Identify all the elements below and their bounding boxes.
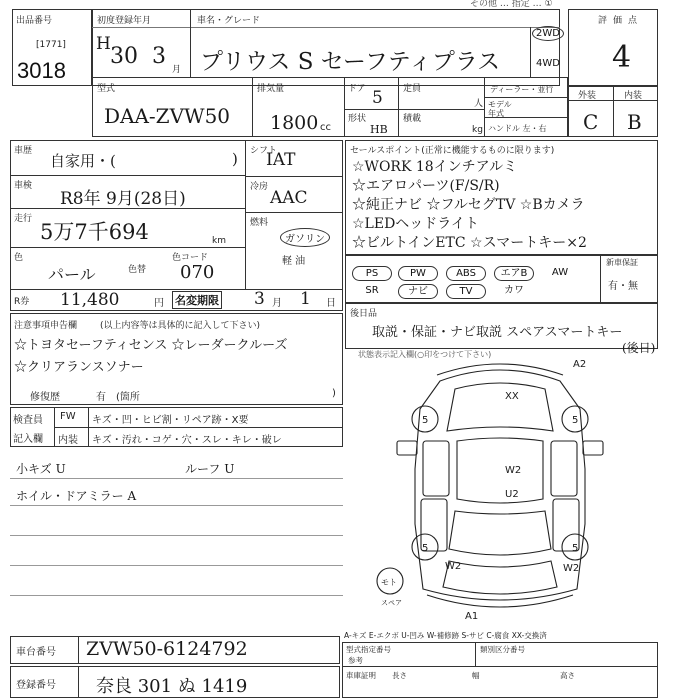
rear-bumper xyxy=(427,595,573,607)
in-label: 内装 xyxy=(58,435,78,446)
car-hood xyxy=(447,383,553,431)
first-reg-label: 初度登録年月 xyxy=(97,16,152,26)
dealer-label: ディーラー・並行 xyxy=(490,85,554,94)
repair-label: 修復歴 xyxy=(30,392,60,403)
type-value: DAA-ZVW50 xyxy=(104,104,231,128)
moto-label: モト xyxy=(381,578,397,587)
mark-a2: A2 xyxy=(573,359,587,370)
load-label: 積載 xyxy=(403,114,422,124)
reg-era: H xyxy=(96,34,111,54)
capacity-unit: 人 xyxy=(474,99,484,109)
left-front-door xyxy=(423,441,449,496)
diagram-title: 状態表示記入欄(○印をつけて下さい) xyxy=(358,350,492,359)
doors-label: ドア xyxy=(348,84,366,94)
handle-label: ハンドル 左・右 xyxy=(488,124,547,133)
right-mirror xyxy=(583,441,603,455)
equipment-pill: PW xyxy=(398,266,438,281)
reg-value: 奈良 301 ぬ 1419 xyxy=(96,676,248,697)
top-partial-text: その他 … 指定 … ① xyxy=(470,0,553,9)
sales-point-line: ☆ビルトインETC ☆スマートキー×2 xyxy=(352,235,587,251)
sales-point-line: ☆WORK 18インチアルミ xyxy=(352,159,518,175)
inspector-label-1: 検査員 xyxy=(13,415,43,426)
drive-2wd: 2WD xyxy=(532,26,564,41)
h-label: 高さ xyxy=(560,671,575,680)
equipment-pill: PS xyxy=(352,266,392,281)
inspector-note-3: ホイル・ドアミラー A xyxy=(16,489,137,503)
sales-points-title: セールスポイント(正常に機能するものに限ります) xyxy=(350,146,555,156)
reg-label: 登録番号 xyxy=(16,680,56,691)
displacement-value: 1800 xyxy=(270,112,319,134)
mark-w2-center: W2 xyxy=(505,465,522,476)
mileage-unit: km xyxy=(212,236,226,246)
mileage-label: 走行 xyxy=(14,214,33,224)
in-text: キズ・汚れ・コゲ・穴・スレ・キレ・破レ xyxy=(92,435,282,446)
model-grade: プリウス S セーフティプラス xyxy=(200,49,501,75)
inspector-label-2: 記入欄 xyxy=(13,434,43,445)
repair-close: ) xyxy=(332,388,336,399)
use-close: ) xyxy=(232,150,238,168)
car-body-outline xyxy=(415,370,585,600)
shape-value: HB xyxy=(370,123,388,136)
interior-label: 内装 xyxy=(624,91,643,101)
shift-label: シフト xyxy=(250,146,278,156)
inspector-note-2: ルーフ U xyxy=(185,462,235,476)
model-grade-label: 車名・グレード xyxy=(197,16,261,26)
mileage-value: 5万7千694 xyxy=(40,220,149,244)
model-year-unit: 年式 xyxy=(488,109,504,118)
wheel-mark-fl: 5 xyxy=(422,415,429,426)
car-roof xyxy=(457,438,543,503)
spare-label: スペア xyxy=(381,599,402,607)
wheel-mark-fr: 5 xyxy=(572,415,579,426)
car-rear-glass xyxy=(449,511,551,555)
reg-month: 3 xyxy=(152,44,166,69)
equipment-pill: AW xyxy=(551,267,569,278)
color-value: パール xyxy=(48,265,96,284)
fuel-gas: ガソリン xyxy=(280,228,330,247)
notes-sub: (以上内容等は具体的に記入して下さい) xyxy=(100,321,261,331)
mark-xx: XX xyxy=(505,391,519,402)
equipment-pill: ABS xyxy=(446,266,486,281)
color-code-value: 070 xyxy=(180,262,215,283)
ac-value: AAC xyxy=(270,188,308,208)
load-unit: kg xyxy=(472,125,483,135)
notes-label: 注意事項申告欄 xyxy=(14,321,78,331)
wheel-mark-rr: 5 xyxy=(572,543,579,554)
ticket-unit: 円 xyxy=(154,298,164,309)
chassis-value: ZVW50-6124792 xyxy=(86,638,248,660)
lot-sub: [1771] xyxy=(36,40,66,50)
deadline-day-unit: 日 xyxy=(326,298,336,309)
equipment-pill: TV xyxy=(446,284,486,299)
deadline-month-unit: 月 xyxy=(272,298,282,309)
color-label: 色 xyxy=(14,253,24,263)
ticket-value: 11,480 xyxy=(60,290,120,310)
reg-month-suffix: 月 xyxy=(172,65,182,75)
chassis-label: 車台番号 xyxy=(16,647,56,658)
exterior-label: 外装 xyxy=(578,91,597,101)
lot-number: 3018 xyxy=(17,58,66,83)
length-label: 長さ xyxy=(392,671,407,680)
inspection-value: R8年 9月(28日) xyxy=(60,189,186,209)
equipment-pill: カワ xyxy=(504,285,524,296)
capacity-label: 定員 xyxy=(403,84,422,94)
inspector-note-1: 小キズ U xyxy=(16,462,66,476)
lot-label: 出品番号 xyxy=(16,16,53,26)
class-label: 類別区分番号 xyxy=(480,645,525,654)
wheel-mark-rl: 5 xyxy=(422,543,429,554)
displacement-unit: cc xyxy=(320,122,331,133)
deadline-label: 名変期限 xyxy=(172,291,222,309)
model-year-label: モデル xyxy=(488,100,512,109)
score-label: 評価点 xyxy=(598,16,644,26)
spec-label: 型式指定番号 xyxy=(346,645,391,654)
equipment-pill: エアB xyxy=(494,266,534,281)
fw-text: キズ・凹・ヒビ割・リペア跡・X要 xyxy=(92,415,249,426)
drive-4wd: 4WD xyxy=(536,58,560,69)
after-report-value: 取説・保証・ナビ取説 スペアスマートキー xyxy=(372,325,623,340)
car-condition-diagram xyxy=(345,349,658,624)
ref-label-1: 参考 xyxy=(348,656,363,665)
ac-label: 冷房 xyxy=(250,182,269,192)
left-mirror xyxy=(397,441,417,455)
inspection-label: 車検 xyxy=(14,181,33,191)
color-change-label: 色替 xyxy=(128,265,147,275)
after-report-later: (後日) xyxy=(622,341,656,355)
mark-a1: A1 xyxy=(465,611,479,622)
equipment-pill: SR xyxy=(365,285,379,296)
mark-w2-right: W2 xyxy=(563,563,580,574)
color-code-label: 色コード xyxy=(172,253,209,263)
legend: A-キズ E-エクボ U-凹み W-補修跡 S-サビ C-腐食 XX-交換済 xyxy=(344,631,547,640)
sales-point-line: ☆エアロパーツ(F/S/R) xyxy=(352,178,500,194)
displacement-label: 排気量 xyxy=(257,84,285,94)
fw-label: FW xyxy=(60,411,76,422)
repair-value: 有 xyxy=(96,392,106,403)
reg-year: 30 xyxy=(110,44,138,69)
exterior-grade: C xyxy=(583,110,599,134)
score-value: 4 xyxy=(612,40,632,75)
repair-place: (箇所 xyxy=(116,392,140,403)
equipment-pill: ナビ xyxy=(398,284,438,299)
height-label: 車庫証明 xyxy=(346,671,376,680)
width-label: 幅 xyxy=(472,671,480,680)
mark-w2-left: W2 xyxy=(445,561,462,572)
sales-point-line: ☆純正ナビ ☆フルセグTV ☆Bカメラ xyxy=(352,197,585,213)
deadline-day: 1 xyxy=(300,289,311,309)
after-report-label: 後日品 xyxy=(350,309,378,319)
shape-label: 形状 xyxy=(348,114,367,124)
new-car-label: 新車保証 xyxy=(606,258,638,267)
ticket-label: R券 xyxy=(14,297,30,307)
new-car-value: 有・無 xyxy=(608,281,638,292)
fuel-diesel: 軽 油 xyxy=(282,256,306,267)
fuel-label: 燃料 xyxy=(250,218,269,228)
use-label: 車歴 xyxy=(14,146,33,156)
doors-value: 5 xyxy=(372,88,383,108)
notes-line1: ☆トヨタセーフティセンス ☆レーダークルーズ xyxy=(14,338,288,353)
interior-grade: B xyxy=(627,110,642,134)
use-value: 自家用・( xyxy=(50,152,116,170)
type-label: 型式 xyxy=(97,84,116,94)
deadline-month: 3 xyxy=(254,289,265,309)
right-front-door xyxy=(551,441,577,496)
shift-value: IAT xyxy=(266,150,296,170)
notes-line2: ☆クリアランスソナー xyxy=(14,360,144,375)
mark-u2: U2 xyxy=(505,489,519,500)
sales-point-line: ☆LEDヘッドライト xyxy=(352,216,479,232)
